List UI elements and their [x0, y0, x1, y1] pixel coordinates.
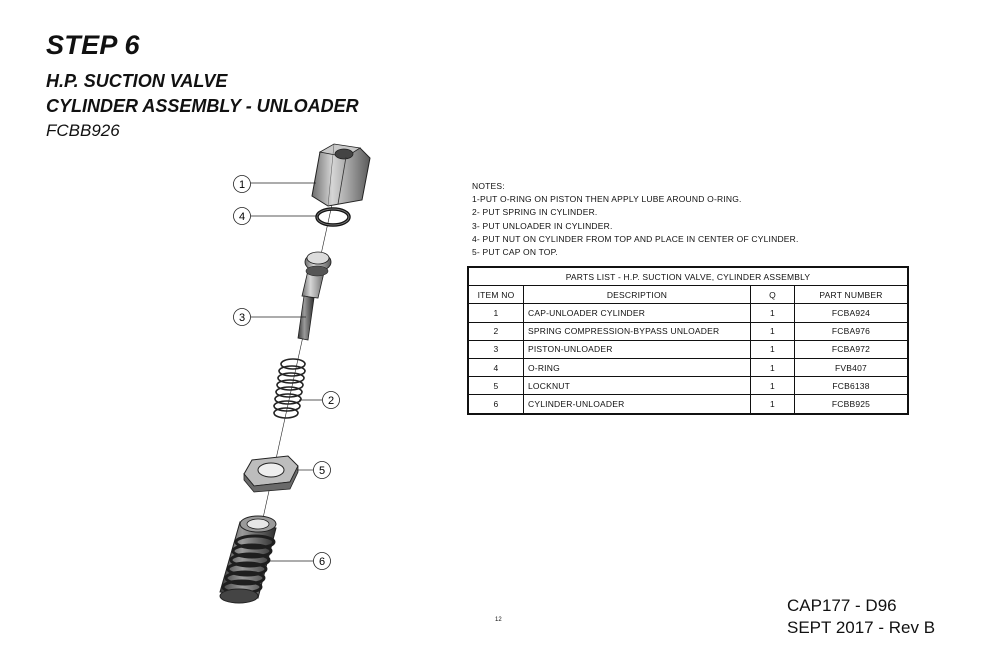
cylinder-unloader-part — [220, 516, 276, 603]
item-no-cell: 2 — [468, 322, 524, 340]
part-number-cell: FCBB925 — [795, 395, 909, 414]
column-header-item-no: ITEM NO — [468, 286, 524, 304]
parts-list-title: PARTS LIST - H.P. SUCTION VALVE, CYLINDER ASSEMBLY — [468, 267, 908, 286]
callout-1 — [234, 176, 317, 193]
callout-5-label: 5 — [318, 465, 326, 477]
callout-3 — [234, 309, 307, 326]
qty-cell: 1 — [751, 340, 795, 358]
column-header-qty: Q — [751, 286, 795, 304]
callout-4-label: 4 — [238, 211, 246, 223]
assembly-part-code: FCBB926 — [46, 121, 120, 140]
qty-cell: 1 — [751, 395, 795, 414]
item-no-cell: 3 — [468, 340, 524, 358]
callout-4 — [234, 208, 319, 225]
table-row — [468, 340, 908, 358]
table-row — [468, 358, 908, 376]
part-number-cell: FCBA924 — [795, 304, 909, 322]
callout-2-label: 2 — [327, 395, 335, 407]
item-no-cell: 5 — [468, 377, 524, 395]
table-row — [468, 377, 908, 395]
note-item: 1-PUT O-RING ON PISTON THEN APPLY LUBE AROUND O-RING. — [472, 194, 742, 205]
callout-1-label: 1 — [238, 179, 246, 191]
item-no-cell: 6 — [468, 395, 524, 414]
table-row — [468, 304, 908, 322]
callout-5 — [297, 462, 331, 479]
revision-date: SEPT 2017 - Rev B — [787, 618, 936, 637]
document-id: CAP177 - D96 — [787, 596, 897, 615]
step-title: STEP 6 — [46, 30, 140, 60]
description-cell: PISTON-UNLOADER — [524, 340, 751, 358]
part-number-cell: FCBA976 — [795, 322, 909, 340]
description-cell: CYLINDER-UNLOADER — [524, 395, 751, 414]
table-row — [468, 395, 908, 414]
page-number: 12 — [495, 617, 502, 623]
callout-3-label: 3 — [238, 312, 246, 324]
assembly-title-line2: CYLINDER ASSEMBLY - UNLOADER — [46, 96, 359, 116]
item-no-cell: 4 — [468, 358, 524, 376]
note-item: 2- PUT SPRING IN CYLINDER. — [472, 207, 598, 218]
cap-unloader-cylinder-part — [312, 144, 370, 206]
note-item: 5- PUT CAP ON TOP. — [472, 247, 558, 258]
qty-cell: 1 — [751, 322, 795, 340]
column-header-description: DESCRIPTION — [524, 286, 751, 304]
locknut-part — [244, 456, 298, 492]
description-cell: LOCKNUT — [524, 377, 751, 395]
o-ring-part — [317, 209, 349, 225]
item-no-cell: 1 — [468, 304, 524, 322]
description-cell: O-RING — [524, 358, 751, 376]
qty-cell: 1 — [751, 358, 795, 376]
part-number-cell: FVB407 — [795, 358, 909, 376]
qty-cell: 1 — [751, 304, 795, 322]
assembly-title-line1: H.P. SUCTION VALVE — [46, 71, 228, 91]
description-cell: CAP-UNLOADER CYLINDER — [524, 304, 751, 322]
parts-list-table — [467, 266, 909, 415]
column-header-part-number: PART NUMBER — [795, 286, 909, 304]
callout-6 — [270, 553, 331, 570]
table-row — [468, 322, 908, 340]
piston-unloader-part — [298, 252, 331, 340]
assembly-notes — [472, 180, 799, 259]
qty-cell: 1 — [751, 377, 795, 395]
callout-2 — [299, 392, 340, 409]
notes-heading: NOTES: — [472, 181, 505, 191]
note-item: 3- PUT UNLOADER IN CYLINDER. — [472, 220, 613, 231]
description-cell: SPRING COMPRESSION-BYPASS UNLOADER — [524, 322, 751, 340]
callout-6-label: 6 — [318, 556, 326, 568]
part-number-cell: FCB6138 — [795, 377, 909, 395]
part-number-cell: FCBA972 — [795, 340, 909, 358]
note-item: 4- PUT NUT ON CYLINDER FROM TOP AND PLACE IN CENTER OF CYLINDER. — [472, 233, 799, 244]
spring-compression-part — [274, 359, 305, 418]
